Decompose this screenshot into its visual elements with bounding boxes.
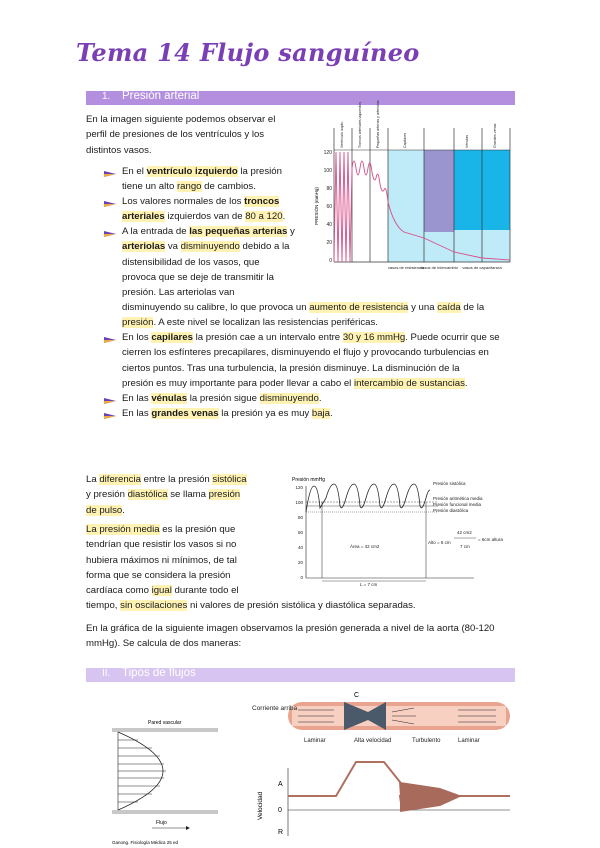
bullet-ventriculo: En el ventrículo izquierdo la presión tiene un alto rango de cambios. — [122, 166, 282, 193]
bullet-icon — [104, 199, 116, 209]
axis-a-label: A — [278, 781, 283, 788]
bullet-icon — [104, 396, 116, 406]
bullet-icon — [104, 335, 116, 345]
bottom-label: vasos de resistencia — [387, 265, 425, 270]
y-tick: 100 — [295, 500, 303, 505]
mean-pressure-figure — [278, 472, 522, 590]
column-header: Troncos arteriales izquierdos — [358, 101, 362, 148]
pressure-profile-figure — [314, 100, 520, 283]
high-velocity-label: Alta velocidad — [354, 738, 392, 744]
y-tick: 100 — [323, 168, 332, 174]
length-label: L = 7 cm — [360, 582, 378, 587]
y-tick: 80 — [326, 186, 332, 192]
section-label: Tipos de flujos — [122, 667, 196, 679]
axis-zero-label: 0 — [278, 807, 282, 814]
height-label: Alto = 6 cm — [428, 540, 451, 545]
y-tick: 60 — [297, 530, 303, 535]
axis-r-label: R — [278, 829, 284, 836]
y-tick: 60 — [326, 204, 332, 210]
laminar-flow-figure — [112, 716, 232, 848]
pulse-wave — [306, 484, 430, 512]
pulse-pressure-paragraph: La diferencia entre la presión sistólica y presión diastólica se llama presión de pulso. — [86, 474, 247, 516]
column-header: Capilares — [403, 132, 407, 148]
area-label: Área = 42 cm2 — [350, 544, 380, 549]
intro-line: perfil de presiones de los ventrículos y los — [86, 129, 265, 141]
column-header: Grandes venas — [493, 123, 497, 148]
bullet-venulas: En las vénulas la presión sigue disminuyendo. — [122, 393, 322, 404]
bullet-icon — [104, 229, 116, 239]
intro-line: distintos vasos. — [86, 144, 152, 156]
fraction-top: 42 cm2 — [457, 530, 472, 535]
velocity-trace — [288, 762, 510, 810]
laminar-label: Laminar — [304, 738, 326, 744]
column-header: Ventrículo izqdo. — [340, 121, 344, 148]
mean-pressure-paragraph-cont: tiempo, sin oscilaciones ni valores de presión sistólica y diastólica separadas. — [86, 600, 416, 611]
bottom-label: vasos de capacitancia — [462, 265, 502, 270]
velocity-axis-label: Velocidad — [257, 791, 264, 820]
bullet-icon — [104, 169, 116, 179]
bullet-arteriolas-cont: disminuyendo su calibre, lo que provoca un aumento de resistencia y una caída de la presión. A este nivel se localizan las resistencias periféricas. — [122, 302, 485, 329]
capillaries-region — [424, 150, 454, 232]
y-tick: 120 — [323, 150, 332, 156]
y-tick: 40 — [297, 545, 303, 550]
column-header: Pequeñas arterias y arteriolas — [376, 100, 380, 148]
y-axis-label: Presión mmHg — [292, 477, 326, 483]
bullet-grandes-venas: En las grandes venas la presión ya es muy baja. — [122, 408, 333, 419]
stenosis-label: C — [354, 692, 360, 699]
fraction-result: = 6cm altura — [478, 537, 503, 542]
intro-paragraph — [86, 112, 326, 158]
arterioles-region — [388, 150, 424, 262]
legend-mean-functional: Presión funcional media — [433, 502, 482, 507]
stenosis-velocity-figure — [244, 688, 520, 848]
turbulence-band — [400, 782, 462, 812]
legend-diastolic: Presión diastólica — [433, 508, 469, 513]
bullet-capilares: En los capilares la presión cae a un intervalo entre 30 y 16 mmHg. Puede ocurrir que se cierren los esfínteres precapilares, disminuyendo el flujo y provocando turbulencias en ciertos puntos. Tras una turbulencia, la presión disminuye. La disminución de la presión es muy importante para poder llevar a cabo el intercambio de sustancias. — [122, 332, 500, 389]
column-header: Vénulas — [465, 135, 469, 148]
wall-label: Pared vascular — [148, 720, 182, 726]
y-tick: 80 — [297, 515, 303, 520]
laminar-label: Laminar — [458, 738, 480, 744]
y-tick: 20 — [297, 560, 303, 565]
bullet-icon — [104, 411, 116, 421]
aorta-paragraph: En la gráfica de la siguiente imagen observamos la presión generada a nivel de la aorta (80-120 mmHg). Se calcula de dos maneras: — [86, 623, 495, 650]
y-tick: 120 — [295, 485, 303, 490]
bullet-arteriolas: A la entrada de las pequeñas arterias y arteriolas va disminuyendo debido a la distensibilidad de los vasos, que provoca que se deje de transmitir la presión. Las arteriolas van — [122, 226, 295, 299]
y-tick: 0 — [300, 575, 303, 580]
figure-caption: Ganong. Fisiología Médica 25 ed — [112, 840, 179, 845]
upstream-label: Corriente arriba — [252, 705, 298, 712]
turbulent-label: Turbulento — [412, 738, 441, 744]
section-number: II. — [102, 668, 111, 679]
y-tick: 20 — [326, 240, 332, 246]
legend-mean-arithmetic: Presión aritmética media — [433, 496, 483, 501]
section-label: Presión arterial — [122, 90, 200, 102]
y-axis-label: PRESIÓN (mmHg) — [314, 187, 319, 225]
bottom-label: vasos de intercambio — [420, 265, 458, 270]
bullet-troncos: Los valores normales de los troncos arteriales izquierdos van de 80 a 120. — [122, 196, 286, 223]
section-number: 1. — [102, 91, 111, 102]
mean-pressure-paragraph: La presión media es la presión que tendrían que resistir los vasos si no hubiera máximos ni mínimos, de tal forma que se considera la presión cardíaca como igual durante todo el — [86, 524, 239, 597]
section-header-presion-arterial — [86, 91, 515, 105]
fraction-bottom: 7 cm — [460, 544, 470, 549]
page-title: Tema 14 Flujo sanguíneo — [76, 38, 420, 67]
flow-label: Flujo — [156, 820, 167, 826]
y-tick: 0 — [329, 258, 332, 264]
legend-systolic: Presión sistólica — [433, 481, 466, 486]
y-tick: 40 — [326, 222, 332, 228]
intro-line: En la imagen siguiente podemos observar el — [86, 114, 276, 125]
section-header-tipos-de-flujos — [86, 668, 515, 682]
